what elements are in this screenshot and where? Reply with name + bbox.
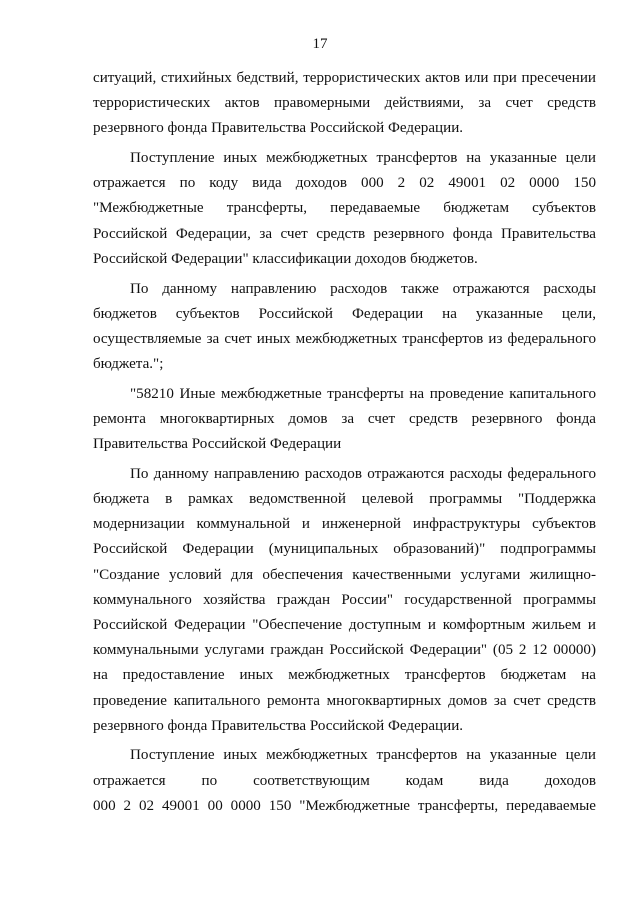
- paragraph: [93, 382, 596, 458]
- paragraph: [93, 146, 596, 272]
- paragraph: [93, 462, 596, 739]
- body-text: [93, 66, 596, 819]
- text-line: Российской Федерации (муниципальных образований)" подпрограммы: [93, 541, 596, 558]
- text-line: Российской Федерации "Обеспечение доступным и комфортным жильем и: [93, 616, 596, 633]
- page-number: 17: [312, 36, 328, 52]
- text-line: осуществляемые за счет иных межбюджетных трансфертов из федерального: [93, 330, 596, 347]
- text-line: бюджетов субъектов Российской Федерации на указанные цели,: [93, 305, 596, 322]
- paragraph: [93, 743, 596, 819]
- text-line: Поступление иных межбюджетных трансфертов на указанные цели: [130, 150, 596, 167]
- text-line: коммунального хозяйства граждан России" государственной программы: [93, 591, 596, 608]
- text-line: "58210 Иные межбюджетные трансферты на проведение капитального: [130, 385, 596, 402]
- text-line: модернизации коммунальной и инженерной инфраструктуры субъектов: [93, 516, 596, 533]
- text-line: По данному направлению расходов также отражаются расходы: [130, 280, 596, 297]
- text-line: Поступление иных межбюджетных трансфертов на указанные цели: [130, 747, 596, 764]
- text-line: резервного фонда Правительства Российской Федерации.: [93, 717, 464, 734]
- text-line: ремонта многоквартирных домов за счет средств резервного фонда: [93, 410, 596, 427]
- text-line: ситуаций, стихийных бедствий, террористических актов или при пресечении: [93, 70, 596, 86]
- text-line: "Межбюджетные трансферты, передаваемые бюджетам субъектов: [93, 200, 596, 217]
- text-line: на предоставление иных межбюджетных трансфертов бюджетам на: [93, 667, 596, 684]
- text-line: Российской Федерации, за счет средств резервного фонда Правительства: [93, 225, 596, 242]
- text-line: Правительства Российской Федерации: [93, 436, 342, 453]
- text-line: отражается по коду вида доходов 000 2 02 49001 02 0000 150: [93, 175, 596, 192]
- text-line: бюджета.";: [93, 356, 164, 373]
- text-line: коммунальными услугами граждан Российской Федерации" (05 2 12 00000): [93, 642, 596, 659]
- text-line: По данному направлению расходов отражаются расходы федерального: [130, 465, 596, 482]
- text-line: террористических актов правомерными действиями, за счет средств: [93, 95, 596, 112]
- text-line: "Создание условий для обеспечения качественными услугами жилищно-: [93, 566, 596, 583]
- text-line: Российской Федерации" классификации доходов бюджетов.: [93, 250, 478, 267]
- text-line: резервного фонда Правительства Российской Федерации.: [93, 120, 464, 137]
- paragraph: [93, 66, 596, 142]
- text-line: 000 2 02 49001 00 0000 150 "Межбюджетные трансферты, передаваемые: [93, 797, 596, 814]
- text-line: бюджета в рамках ведомственной целевой программы "Поддержка: [93, 491, 596, 507]
- paragraph: [93, 277, 596, 378]
- text-line: отражается по соответствующим кодам вида доходов: [93, 772, 596, 789]
- text-line: проведение капитального ремонта многоквартирных домов за счет средств: [93, 692, 596, 709]
